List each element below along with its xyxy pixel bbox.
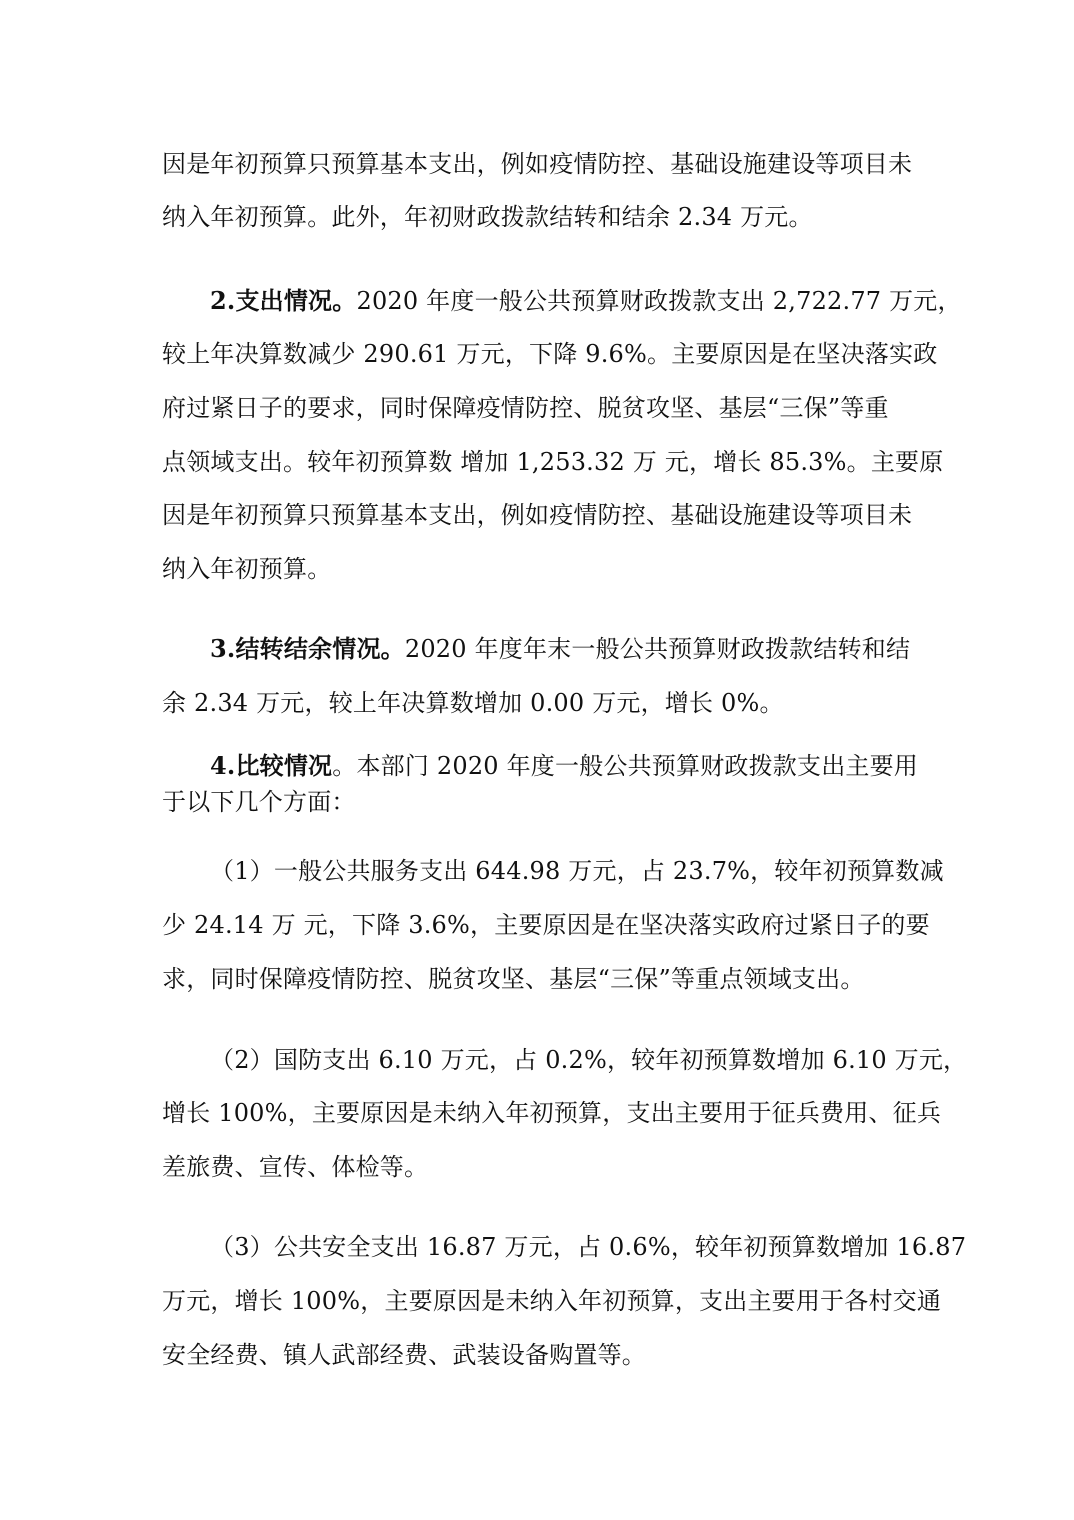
paragraph-4-first-line-text: 。本部门 2020 年度一般公共预算财政拨款支出主要用 [332,752,918,780]
item-2-line-2: 增长 100%，主要原因是未纳入年初预算，支出主要用于征兵费用、征兵 [162,1099,942,1127]
paragraph-2-line-4: 点领域支出。较年初预算数 增加 1,253.32 万 元，增长 85.3%。主要原 [162,448,944,476]
section-heading-carryover: 3.结转结余情况。 [210,634,405,663]
paragraph-3-line-2: 余 2.34 万元，较上年决算数增加 0.00 万元，增长 0%。 [162,689,784,717]
item-1-first-line: （1）一般公共服务支出 644.98 万元，占 23.7%，较年初预算数减 [210,857,944,885]
paragraph-3-first-line-text: 2020 年度年末一般公共预算财政拨款结转和结 [404,635,911,663]
item-1-line-2: 少 24.14 万 元，下降 3.6%，主要原因是在坚决落实政府过紧日子的要 [162,911,930,939]
paragraph-3-first-line [210,632,922,666]
paragraph-2-line-5: 因是年初预算只预算基本支出，例如疫情防控、基础设施建设等项目未 [162,501,913,529]
paragraph-1-line-2: 纳入年初预算。此外，年初财政拨款结转和结余 2.34 万元。 [162,203,813,231]
paragraph-2-line-6: 纳入年初预算。 [162,555,332,583]
item-3-first-line: （3）公共安全支出 16.87 万元，占 0.6%，较年初预算数增加 16.87 [210,1233,967,1261]
section-heading-expenditure: 2.支出情况。 [210,286,357,315]
item-2-line-3: 差旅费、宣传、体检等。 [162,1153,429,1181]
paragraph-2-line-3: 府过紧日子的要求，同时保障疫情防控、脱贫攻坚、基层“三保”等重 [162,394,889,422]
paragraph-4-first-line [210,749,922,783]
paragraph-2-first-line [210,284,962,318]
paragraph-2-line-2: 较上年决算数减少 290.61 万元，下降 9.6%。主要原因是在坚决落实政 [162,340,938,368]
section-heading-comparison: 4.比较情况 [210,751,333,780]
item-2-first-line: （2）国防支出 6.10 万元，占 0.2%，较年初预算数增加 6.10 万元， [210,1046,968,1074]
item-1-line-3: 求，同时保障疫情防控、脱贫攻坚、基层“三保”等重点领域支出。 [162,965,865,993]
paragraph-1-line-1: 因是年初预算只预算基本支出，例如疫情防控、基础设施建设等项目未 [162,150,913,178]
item-3-line-2: 万元，增长 100%，主要原因是未纳入年初预算，支出主要用于各村交通 [162,1287,942,1315]
paragraph-4-line-2: 于以下几个方面： [162,788,356,816]
item-3-line-3: 安全经费、镇人武部经费、武装设备购置等。 [162,1341,646,1369]
paragraph-2-first-line-text: 2020 年度一般公共预算财政拨款支出 2,722.77 万元， [356,287,962,315]
